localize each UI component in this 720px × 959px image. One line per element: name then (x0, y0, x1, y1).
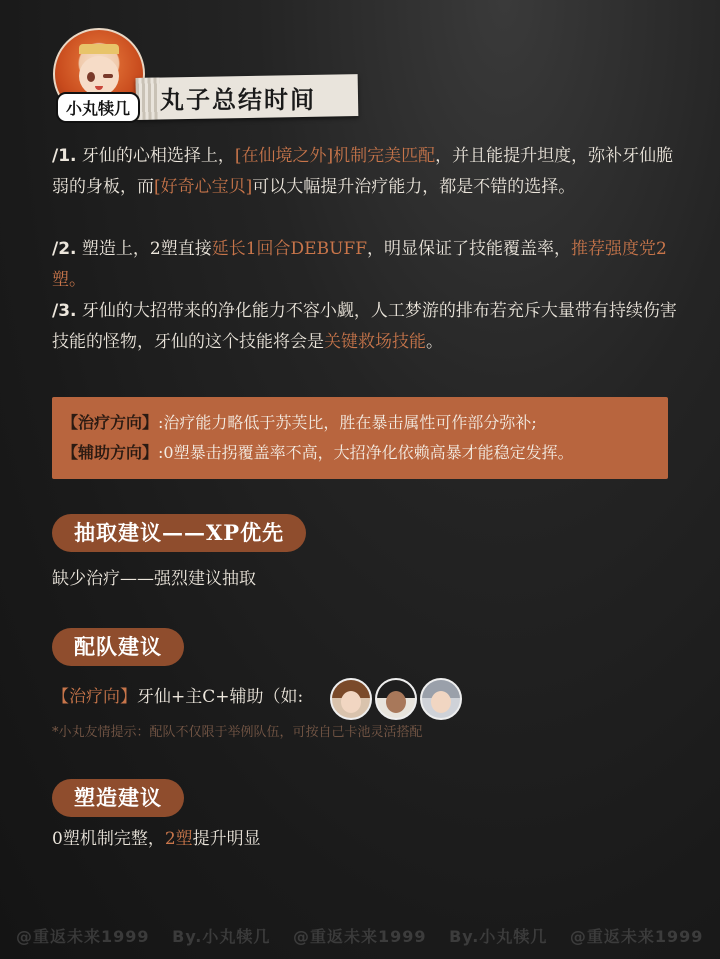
tip-heal-tag: 【治疗方向】 (62, 413, 159, 432)
summary-number: /3. (52, 301, 77, 321)
avatar-wink (103, 74, 113, 78)
summary-text: 牙仙的大招带来的净化能力不容小觑，人工梦游的排布若充斥大量带有持续伤害技能的怪物，牙仙的这个技能将会是 (52, 301, 677, 352)
dark-hair-character-avatar (375, 678, 417, 720)
team-advice-note: *小丸友情提示：配队不仅限于举例队伍，可按自己卡池灵活搭配 (52, 725, 423, 740)
summary-point-2 (52, 234, 677, 296)
summary-text: 。 (426, 332, 443, 352)
summary-text: 塑造上，2塑直接 (76, 239, 212, 259)
brown-hair-character-avatar (330, 678, 372, 720)
team-advice-heading: 配队建议 (52, 628, 184, 666)
shape-advice-heading: 塑造建议 (52, 779, 184, 817)
avatar-eye (87, 72, 95, 82)
tip-support-text: :0塑暴击拐覆盖率不高，大招净化依赖高暴才能稳定发挥。 (158, 443, 574, 462)
character-face (341, 691, 361, 713)
watermark-item: @重返未来1999 (569, 927, 704, 946)
shape-advice-text-a: 0塑机制完整， (52, 829, 165, 849)
page-title: 丸子总结时间 (160, 85, 316, 114)
avatar-face (79, 56, 119, 96)
shape-advice-line (52, 826, 261, 852)
character-face (431, 691, 451, 713)
summary-text: ，明显保证了技能覆盖率， (367, 239, 572, 259)
watermark-item: @重返未来1999 (292, 927, 427, 946)
team-advice-tag: 【治疗向】 (52, 687, 137, 707)
highlight-text: [在仙境之外]机制完美匹配 (234, 146, 436, 166)
highlight-text: 关键救场技能 (324, 332, 426, 352)
watermark-item: By.小丸犊几 (172, 927, 271, 946)
summary-text: ，并且能提升坦度，弥补牙仙脆弱的身板，而 (52, 146, 674, 197)
shape-advice-highlight: 2塑 (164, 829, 193, 849)
summary-number: /1. (52, 146, 77, 166)
highlight-text: [好奇心宝贝] (154, 177, 253, 197)
summary-text: 牙仙的心相选择上， (76, 146, 235, 166)
highlight-text: 延长1回合DEBUFF (211, 239, 368, 259)
character-face (386, 691, 406, 713)
summary-text: 可以大幅提升治疗能力，都是不错的选择。 (252, 177, 576, 197)
summary-point-1 (52, 141, 677, 203)
draw-advice-heading: 抽取建议——XP优先 (52, 514, 306, 552)
team-advice-line (52, 684, 303, 710)
watermark (0, 924, 720, 947)
silver-hair-character-avatar (420, 678, 462, 720)
tip-support-tag: 【辅助方向】 (62, 443, 159, 462)
shape-advice-text-b: 提升明显 (192, 829, 261, 849)
tip-heal (62, 410, 537, 436)
summary-number: /2. (52, 239, 77, 259)
tip-support (62, 440, 574, 466)
watermark-item: @重返未来1999 (16, 927, 150, 946)
tip-heal-text: :治疗能力略低于苏芙比，胜在暴击属性可作部分弥补; (158, 413, 537, 432)
highlight-text: 推荐强度党2塑。 (52, 239, 667, 290)
draw-advice-text: 缺少治疗——强烈建议抽取 (52, 569, 256, 589)
crown-decoration (79, 44, 119, 54)
author-name-tag: 小丸犊几 (56, 92, 140, 123)
summary-point-3 (52, 296, 677, 358)
watermark-item: By.小丸犊几 (449, 927, 548, 946)
team-advice-text: 牙仙+主C+辅助（如: (137, 687, 304, 707)
